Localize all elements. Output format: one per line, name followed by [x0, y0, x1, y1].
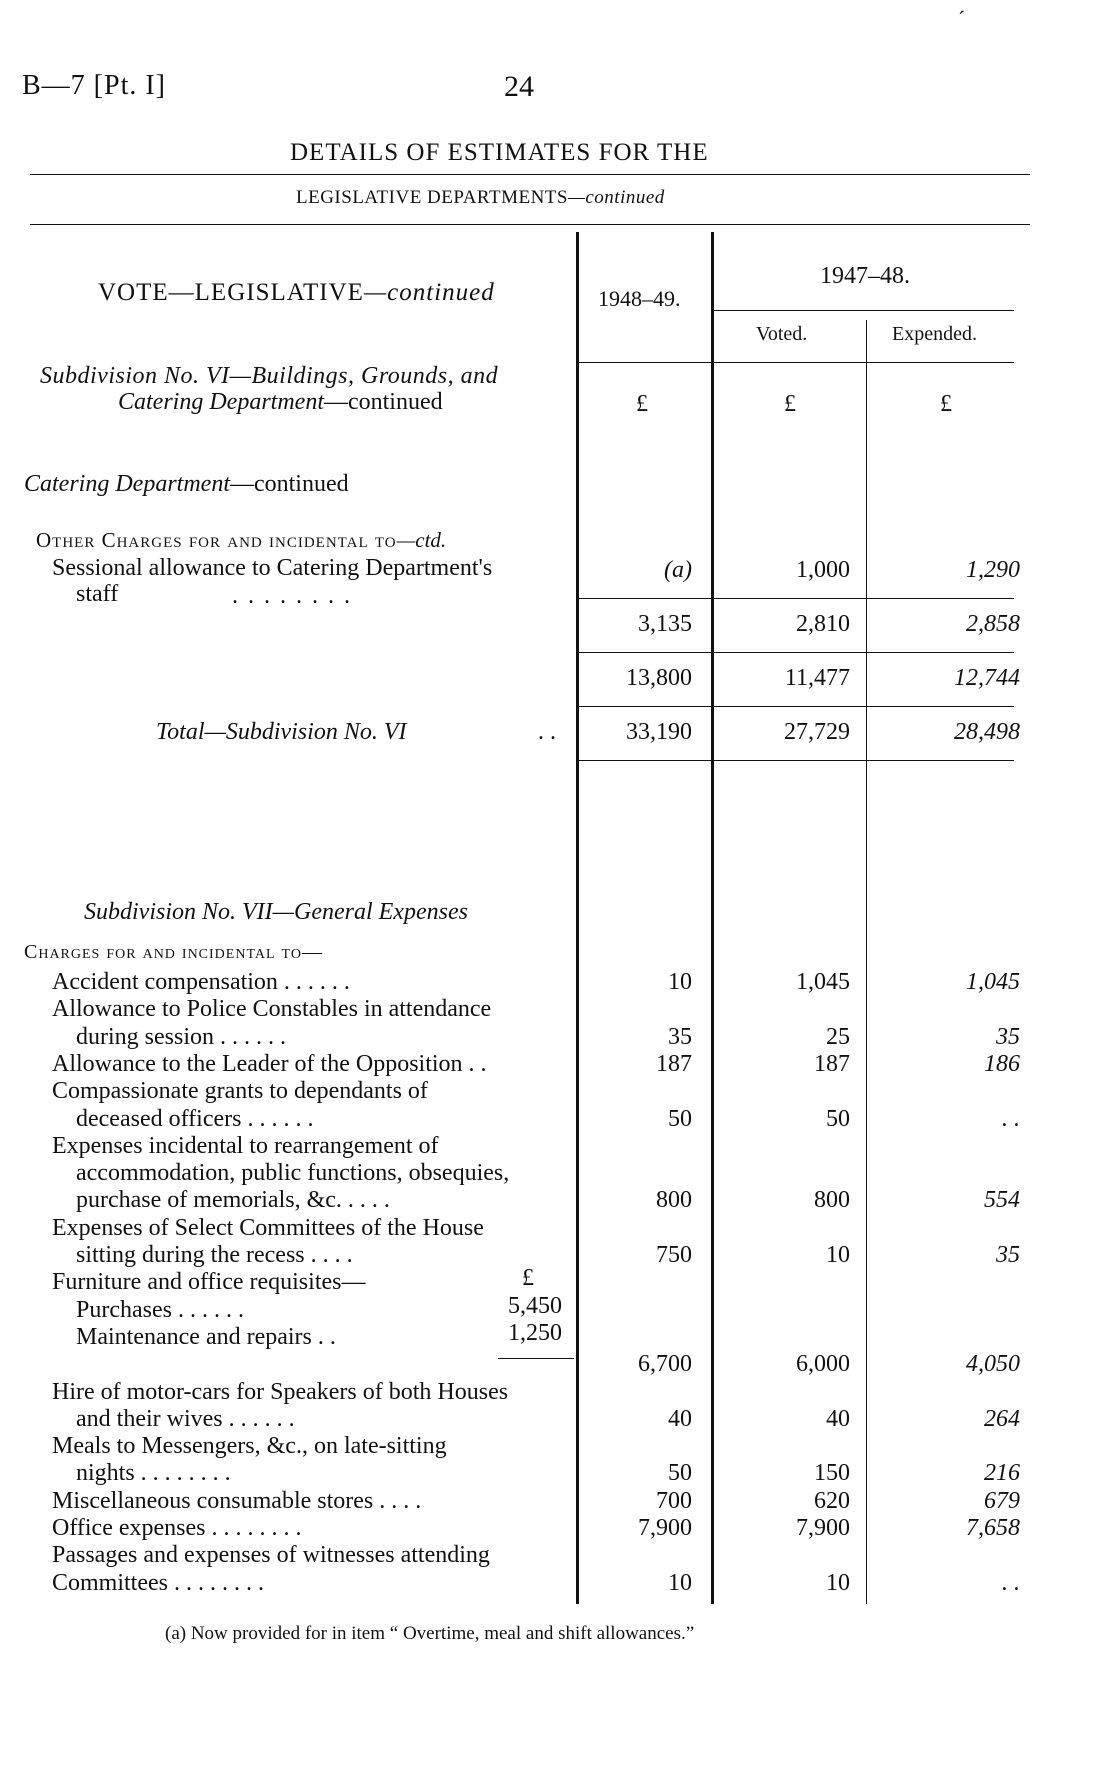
subdivision-6-heading-line1: Subdivision No. VI—Buildings, Grounds, and [40, 363, 499, 389]
catering-rest: —continued [229, 471, 349, 497]
sessional-expended: 1,290 [966, 557, 1020, 583]
vote-label: VOTE—LEGISLATIVE [98, 279, 364, 306]
general-expense-y1948: 35 [668, 1024, 692, 1050]
header-rule-1947 [714, 310, 1014, 311]
general-expense-voted: 25 [826, 1024, 850, 1050]
subtotal-1-expended: 2,858 [966, 611, 1020, 637]
general-expense-y1948: 10 [668, 969, 692, 995]
catering-heading [24, 472, 349, 496]
general-expense-voted: 620 [814, 1488, 850, 1514]
subtotal-2-1948: 13,800 [626, 665, 692, 691]
sessional-line1: Sessional allowance to Catering Department's [52, 555, 493, 581]
general-expense-voted: 10 [826, 1242, 850, 1268]
furniture-maintenance-amount: 1,250 [508, 1320, 562, 1346]
subtotal-2-expended: 12,744 [954, 665, 1020, 691]
column-1947-header: 1947–48. [820, 263, 910, 289]
vote-suffix: —continued [363, 279, 495, 306]
general-expense-label: Allowance to the Leader of the Opposition . . [52, 1051, 487, 1077]
total-rule [579, 760, 1014, 761]
general-expense-label: purchase of memorials, &c. . . . . [76, 1187, 390, 1213]
general-expense-voted: 150 [814, 1460, 850, 1486]
general-expense-voted: 800 [814, 1187, 850, 1213]
subtotal-1-voted: 2,810 [796, 611, 850, 637]
subtotal-rule-2 [579, 652, 1014, 653]
general-expense-label: and their wives . . . . . . [76, 1406, 295, 1432]
general-expense-y1948: 40 [668, 1406, 692, 1432]
general-expense-expended: 264 [984, 1406, 1020, 1432]
general-expense-expended: . . [1002, 1570, 1020, 1596]
general-expense-voted: 6,000 [796, 1351, 850, 1377]
subdivision-7-heading: Subdivision No. VII—General Expenses [84, 899, 468, 925]
general-expense-label: Passages and expenses of witnesses attending [52, 1542, 490, 1568]
vote-heading [98, 280, 495, 305]
general-expense-voted: 187 [814, 1051, 850, 1077]
general-expense-expended: 1,045 [966, 969, 1020, 995]
subtotal-rule-1 [579, 598, 1014, 599]
page-number: 24 [504, 70, 534, 103]
subtitle-rule [30, 224, 1030, 225]
general-expense-label: Miscellaneous consumable stores . . . . [52, 1488, 422, 1514]
general-expense-label: sitting during the recess . . . . [76, 1242, 353, 1268]
general-expense-voted: 10 [826, 1570, 850, 1596]
general-expense-label: deceased officers . . . . . . [76, 1106, 314, 1132]
general-expense-label: during session . . . . . . [76, 1024, 286, 1050]
page-subtitle [296, 188, 665, 207]
general-expense-expended: 216 [984, 1460, 1020, 1486]
general-expense-y1948: 50 [668, 1460, 692, 1486]
column-1948-header: 1948–49. [598, 286, 681, 311]
column-rule-voted [866, 320, 867, 1604]
column-voted-header: Voted. [756, 323, 808, 345]
general-expense-y1948: 187 [656, 1051, 692, 1077]
pound-sign-1948: £ [636, 391, 648, 417]
column-rule-main [576, 232, 579, 1604]
total-leader-dots: . . [538, 719, 556, 745]
furniture-pound-sign: £ [522, 1265, 534, 1291]
general-expense-y1948: 6,700 [638, 1351, 692, 1377]
general-expense-label: Furniture and office requisites— [52, 1269, 366, 1295]
general-expense-label: Allowance to Police Constables in attendance [52, 996, 492, 1022]
document-ref: B—7 [Pt. I] [22, 70, 166, 101]
subtotal-1-1948: 3,135 [638, 611, 692, 637]
sessional-voted: 1,000 [796, 557, 850, 583]
general-expense-label: Purchases . . . . . . [76, 1297, 244, 1323]
column-rule-1948 [711, 232, 714, 1604]
total-6-expended: 28,498 [954, 719, 1020, 745]
charges-heading: Charges for and incidental to— [24, 941, 323, 963]
footnote: (a) Now provided for in item “ Overtime, meal and shift allowances.” [165, 1623, 695, 1644]
general-expense-voted: 50 [826, 1106, 850, 1132]
general-expense-expended: 35 [996, 1024, 1020, 1050]
subtitle-text: LEGISLATIVE DEPARTMENTS [296, 187, 568, 208]
general-expense-expended: 554 [984, 1187, 1020, 1213]
general-expense-voted: 7,900 [796, 1515, 850, 1541]
subtitle-suffix: —continued [567, 187, 665, 208]
general-expense-y1948: 800 [656, 1187, 692, 1213]
general-expense-label: Hire of motor-cars for Speakers of both Houses [52, 1379, 509, 1405]
tick-mark: ´ [958, 6, 966, 31]
general-expense-label: Expenses of Select Committees of the House [52, 1215, 484, 1241]
other-charges-suffix: —ctd. [396, 528, 447, 552]
total-subdivision-6-label: Total—Subdivision No. VI [156, 719, 407, 745]
sub6-rest: —continued [323, 389, 443, 415]
furniture-sum-rule [498, 1358, 574, 1359]
general-expense-expended: 679 [984, 1488, 1020, 1514]
general-expense-label: Meals to Messengers, &c., on late-sitting [52, 1433, 447, 1459]
general-expense-voted: 1,045 [796, 969, 850, 995]
general-expense-y1948: 7,900 [638, 1515, 692, 1541]
sub6-italic: Catering Department [118, 389, 324, 415]
general-expense-expended: 35 [996, 1242, 1020, 1268]
total-6-1948: 33,190 [626, 719, 692, 745]
header-rule-bottom [579, 362, 1014, 363]
general-expense-y1948: 50 [668, 1106, 692, 1132]
pound-sign-voted: £ [784, 391, 796, 417]
general-expense-label: Office expenses . . . . . . . . [52, 1515, 302, 1541]
general-expense-label: accommodation, public functions, obsequies, [76, 1160, 510, 1186]
general-expense-expended: 4,050 [966, 1351, 1020, 1377]
general-expense-label: Expenses incidental to rearrangement of [52, 1133, 439, 1159]
sessional-1948: (a) [664, 557, 692, 583]
general-expense-label: Maintenance and repairs . . [76, 1324, 336, 1350]
general-expense-expended: 186 [984, 1051, 1020, 1077]
page-title: DETAILS OF ESTIMATES FOR THE [290, 139, 709, 166]
sessional-leader-dots: . . . . . . . . [232, 583, 352, 609]
title-rule [30, 174, 1030, 175]
column-expended-header: Expended. [892, 323, 977, 345]
furniture-purchases-amount: 5,450 [508, 1293, 562, 1319]
general-expense-label: Accident compensation . . . . . . [52, 969, 350, 995]
general-expense-label: Committees . . . . . . . . [52, 1570, 264, 1596]
total-6-voted: 27,729 [784, 719, 850, 745]
general-expense-y1948: 10 [668, 1570, 692, 1596]
general-expense-expended: 7,658 [966, 1515, 1020, 1541]
subtotal-2-voted: 11,477 [784, 665, 850, 691]
other-charges-heading [36, 530, 446, 551]
catering-italic: Catering Department [24, 471, 230, 497]
general-expense-y1948: 750 [656, 1242, 692, 1268]
subtotal-rule-3 [579, 706, 1014, 707]
subdivision-6-heading-line2 [118, 390, 443, 414]
general-expense-y1948: 700 [656, 1488, 692, 1514]
general-expense-expended: . . [1002, 1106, 1020, 1132]
general-expense-label: nights . . . . . . . . [76, 1460, 231, 1486]
pound-sign-expended: £ [940, 391, 952, 417]
general-expense-label: Compassionate grants to dependants of [52, 1078, 428, 1104]
general-expense-voted: 40 [826, 1406, 850, 1432]
sessional-line2: staff [76, 581, 119, 607]
other-charges-text: Other Charges for and incidental to [36, 528, 397, 552]
